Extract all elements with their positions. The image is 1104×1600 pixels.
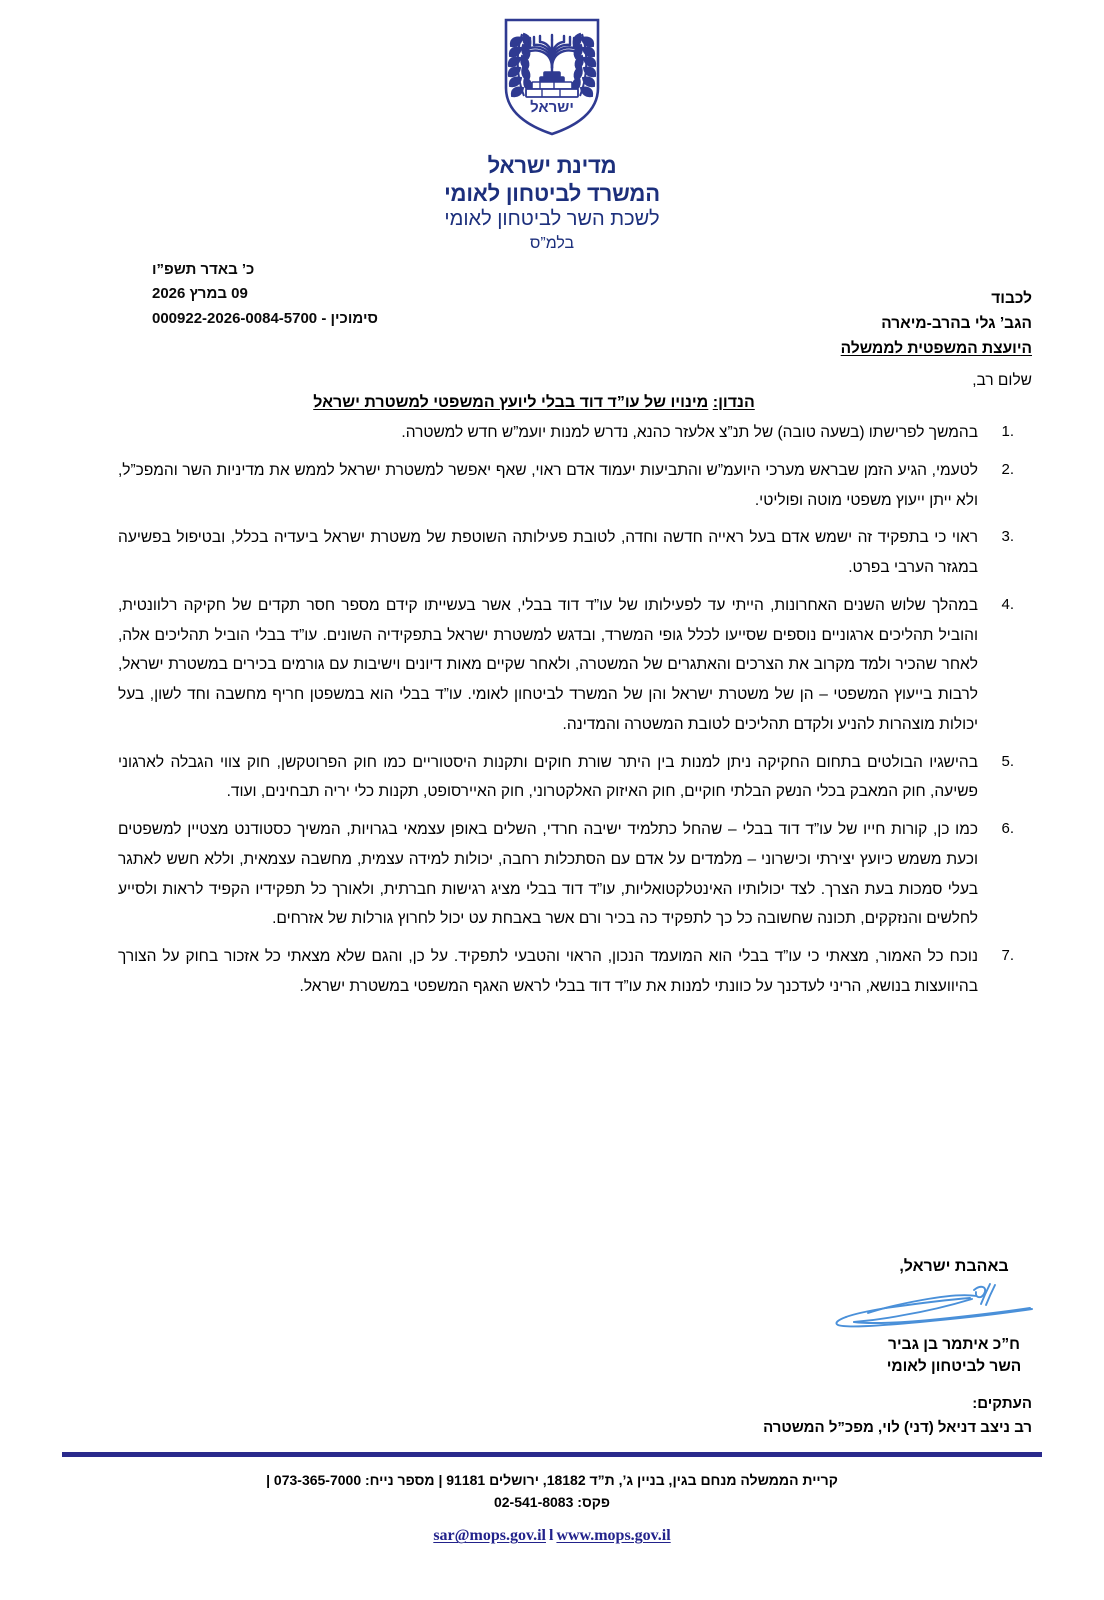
website-link[interactable]: www.mops.gov.il [556, 1527, 671, 1545]
signature-block [0, 1258, 1104, 1379]
link-separator: l [548, 1527, 554, 1545]
addressee-title: היועצת המשפטית לממשלה [840, 340, 1032, 358]
copies-block [763, 1392, 1032, 1440]
addressee-salutation: לכבוד [991, 290, 1032, 307]
clause-item: בהמשך לפרישתו (בשעה טובה) של תנ”צ אלעזר כהנא, נדרש למנות יועמ”ש חדש למשטרה. [401, 424, 978, 441]
email-link[interactable]: sar@mops.gov.il [433, 1527, 546, 1545]
emblem-caption: ישראל [530, 99, 574, 116]
clause-item: כמו כן, קורות חייו של עו”ד דוד בבלי – שהחל כתלמיד ישיבה חרדי, השלים באופן עצמאי בגרויות, המשיך כסטודנט מצטיין למשפטים וכעת משמש כיועץ יצירתי וכישרוני – מלמדים על אדם עם הסתכלות רחבה, יכולות למידה עצמית, מחשבה עצמאית, וללא חשש לאתגר בעלי סמכות בעת הצרך. לצד יכולותיו האינטלקטואליות, עו”ד דוד בבלי מציג רגישות חברתית, ולאורך כל תפקידיו הקפיד לראות ולסייע לחלשים והנזקקים, תכונה שחשובה כל כך לתפקיד כה בכיר ורם אשר באבחת עט יכול לחרוץ גורלות של אזרחים. [118, 821, 978, 928]
footer-divider [62, 1452, 1042, 1457]
emblem-container [0, 14, 1104, 138]
signatory-title: השר לביטחון לאומי [886, 1358, 1022, 1376]
date-reference-block [152, 258, 378, 331]
gregorian-date: 09 במרץ 2026 [152, 285, 248, 303]
greeting: שלום רב, [972, 372, 1032, 389]
letter-body [118, 418, 1020, 1010]
footer [0, 1470, 1104, 1545]
copies-label: העתקים: [972, 1395, 1032, 1412]
clause-list [118, 418, 1020, 1002]
signature-closing: באהבת ישראל, [899, 1258, 1009, 1275]
letterhead [0, 152, 1104, 254]
clause-item: לטעמי, הגיע הזמן שבראש מערכי היועמ”ש והתביעות יעמוד אדם ראוי, שאף יאפשר למשטרת ישראל לממש את מדיניות השר והמפכ”ל, ולא ייתן ייעוץ משפטי מוטה ופוליטי. [118, 461, 978, 509]
subject-line [0, 394, 1104, 412]
copies-recipient: רב ניצב דניאל (דני) לוי, מפכ”ל המשטרה [763, 1419, 1032, 1436]
clause-item: בהישגיו הבולטים בתחום החקיקה ניתן למנות בין היתר שורת חוקים ותקנות היסטוריים כמו חוק הפרוטקשן, חוק צווי הגבלה לארגוני פשיעה, חוק המאבק בכלי הנשק הבלתי חוקיים, חוק האיזוק האלקטרוני, חוק האיירסופט, תקנות כלי יריה תבחינים, ועוד. [118, 753, 978, 801]
subject-text: מינויו של עו”ד דוד בבלי ליועץ המשפטי למשטרת ישראל [313, 394, 709, 411]
clause-item: במהלך שלוש השנים האחרונות, הייתי עד לפעילותו של עו”ד דוד בבלי, אשר בעשייתו קידם מספר חסר תקדים של חקיקה רלוונטית, והוביל תהליכים ארגוניים נוספים שסייעו לכלל גופי המשרד, ובדגש למשטרת ישראל בתפקידיה השונים. עו”ד בבלי הוביל תהליכים אלה, לאחר שהכיר ולמד מקרוב את הצרכים והאתגרים של המשטרה, ולאחר שקיים מאות דיונים וישיבות עם גורמים בכירים במשטרת ישראל, לרבות בייעוץ המשפטי – הן של משטרת ישראל והן של המשרד לביטחון לאומי. עו”ד בבלי הוא במשפטן חריף מחשבה וחד לשון, בעל יכולות מוצהרות להניע ולקדם תהליכים לטובת המשטרה והמדינה. [118, 596, 978, 733]
state-emblem-of-israel-icon [496, 14, 608, 138]
letterhead-state: מדינת ישראל [487, 153, 617, 178]
footer-links [0, 1527, 1104, 1545]
signatory-name: ח”כ איתמר בן גביר [888, 1336, 1020, 1353]
hebrew-date: כ’ באדר תשפ”ו [152, 261, 255, 278]
reference-number: סימוכין - 000922-2026-0084-5700 [152, 309, 378, 327]
clause-item: נוכח כל האמור, מצאתי כי עו”ד בבלי הוא המועמד הנכון, הראוי והטבעי לתפקיד. על כן, והגם שלא מצאתי כל אזכור בחוק על הצורך בהיוועצות בנושא, הריני לעדכנך על כוונתי למנות את עו”ד דוד בבלי לראש האגף המשפטי במשטרת ישראל. [118, 948, 978, 995]
handwritten-signature-icon [824, 1278, 1084, 1336]
addressee-name: הגב’ גלי בהרב-מיארה [881, 315, 1032, 333]
classification-marking: בלמ”ס [529, 234, 575, 252]
subject-label: הנדון: [712, 394, 755, 411]
footer-fax: פקס: 02-541-8083 [493, 1493, 610, 1510]
addressee-block [841, 286, 1032, 361]
footer-address: קריית הממשלה מנחם בגין, בניין ג’, ת”ד 18182, ירושלים 91181 | מספר נייח: 073-365-7000 | [266, 1472, 838, 1488]
letterhead-bureau: לשכת השר לביטחון לאומי [444, 208, 660, 231]
letterhead-ministry: המשרד לביטחון לאומי [444, 180, 660, 206]
clause-item: ראוי כי בתפקיד זה ישמש אדם בעל ראייה חדשה וחדה, לטובת פעילותה השוטפת של משטרת ישראל ביעדיה בכלל, ובטיפול בפשיעה במגזר הערבי בפרט. [118, 529, 978, 576]
